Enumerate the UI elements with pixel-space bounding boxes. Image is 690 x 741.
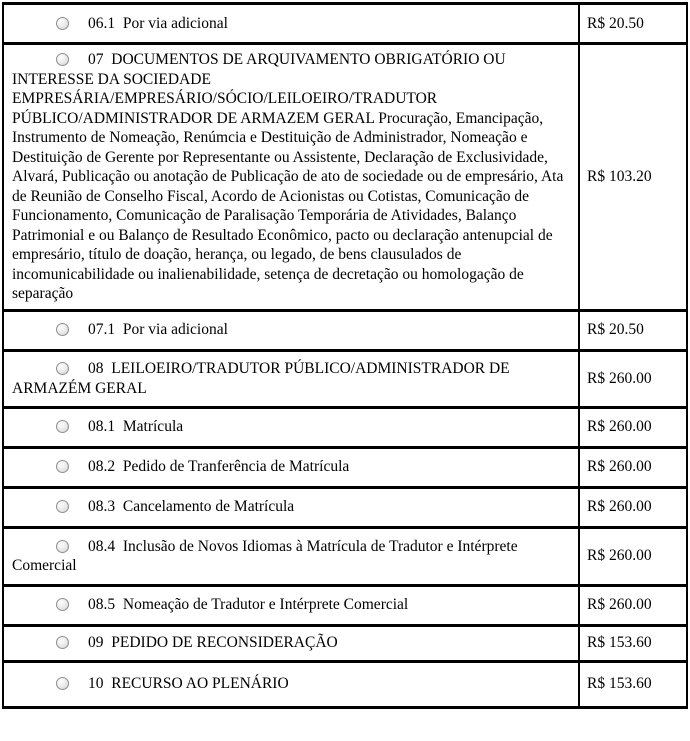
fee-item-price: R$ 153.60 [579,625,687,661]
table-row [3,527,687,585]
table-row [3,487,687,527]
fee-item-cell [3,407,579,447]
fee-table [2,2,688,709]
fee-item-cell [3,585,579,625]
radio-button-icon[interactable] [56,362,69,375]
table-row [3,350,687,407]
fee-item-label: 08.4 Inclusão de Novos Idiomas à Matrícula de Tradutor e Intérprete Comercial [12,537,522,575]
fee-item-cell [3,661,579,707]
table-row [3,585,687,625]
radio-button-icon[interactable] [56,420,69,433]
radio-button-icon[interactable] [56,53,69,66]
fee-item-cell [3,350,579,407]
table-row [3,407,687,447]
table-row [3,310,687,350]
fee-item-price: R$ 103.20 [579,44,687,311]
radio-button-icon[interactable] [56,17,69,30]
fee-item-cell [3,44,579,311]
fee-item-price: R$ 20.50 [579,310,687,350]
table-row [3,44,687,311]
fee-item-label: 08.2 Pedido de Tranferência de Matrícula [88,458,350,476]
fee-item-price: R$ 260.00 [579,350,687,407]
fee-item-cell [3,447,579,487]
radio-button-icon[interactable] [56,460,69,473]
radio-button-icon[interactable] [56,636,69,649]
fee-item-price: R$ 260.00 [579,585,687,625]
fee-item-price: R$ 260.00 [579,447,687,487]
fee-item-label: 08.5 Nomeação de Tradutor e Intérprete Comercial [88,596,409,614]
fee-item-cell [3,4,579,44]
table-row [3,625,687,661]
radio-button-icon[interactable] [56,540,69,553]
radio-button-icon[interactable] [56,598,69,611]
fee-item-cell [3,487,579,527]
fee-item-cell [3,527,579,585]
radio-button-icon[interactable] [56,500,69,513]
fee-item-label: 09 PEDIDO DE RECONSIDERAÇÃO [88,634,338,652]
table-row [3,4,687,44]
fee-item-price: R$ 260.00 [579,487,687,527]
fee-item-label: 07 DOCUMENTOS DE ARQUIVAMENTO OBRIGATÓRIO OU INTERESSE DA SOCIEDADE EMPRESÁRIA/EMPRESÁRIO/SÓCIO/LEILOEIRO/TRADUTOR PÚBLICO/ADMINISTRADOR DE ARMAZEM GERAL Procuração, Emancipação, Instrumento de Nomeação, Renúmcia e Destituição de Administrador, Nomeação e Destituição de Gerente por Representante ou Assistente, Declaração de Exclusividade, Alvará, Publicação ou anotação de Publicação de ato de sociedade ou de empresário, Ata de Reunião de Conselho Fiscal, Acordo de Acionistas ou Cotistas, Comunicação de Funcionamento, Comunicação de Paralisação Temporária de Atividades, Balanço Patrimonial e ou Balanço de Resultado Econômico, pacto ou declaração antenupcial de empresário, título de doação, herança, ou legado, de bens clausulados de incomunicabilidade ou inalienabilidade, setença de decretação ou homologação de separação [12,51,568,303]
radio-button-icon[interactable] [56,323,69,336]
fee-item-label: 06.1 Por via adicional [88,14,228,32]
fee-item-label: 08.1 Matrícula [88,418,184,436]
fee-item-label: 08.3 Cancelamento de Matrícula [88,498,295,516]
fee-item-price: R$ 260.00 [579,407,687,447]
fee-item-price: R$ 20.50 [579,4,687,44]
fee-item-cell [3,310,579,350]
fee-item-price: R$ 260.00 [579,527,687,585]
fee-table-body [3,4,687,708]
table-row [3,661,687,707]
table-row [3,447,687,487]
fee-item-label: 08 LEILOEIRO/TRADUTOR PÚBLICO/ADMINISTRADOR DE ARMAZÉM GERAL [12,360,513,397]
fee-item-cell [3,625,579,661]
fee-item-price: R$ 153.60 [579,661,687,707]
fee-item-label: 07.1 Por via adicional [88,321,228,339]
radio-button-icon[interactable] [56,677,69,690]
fee-item-label: 10 RECURSO AO PLENÁRIO [88,675,289,693]
